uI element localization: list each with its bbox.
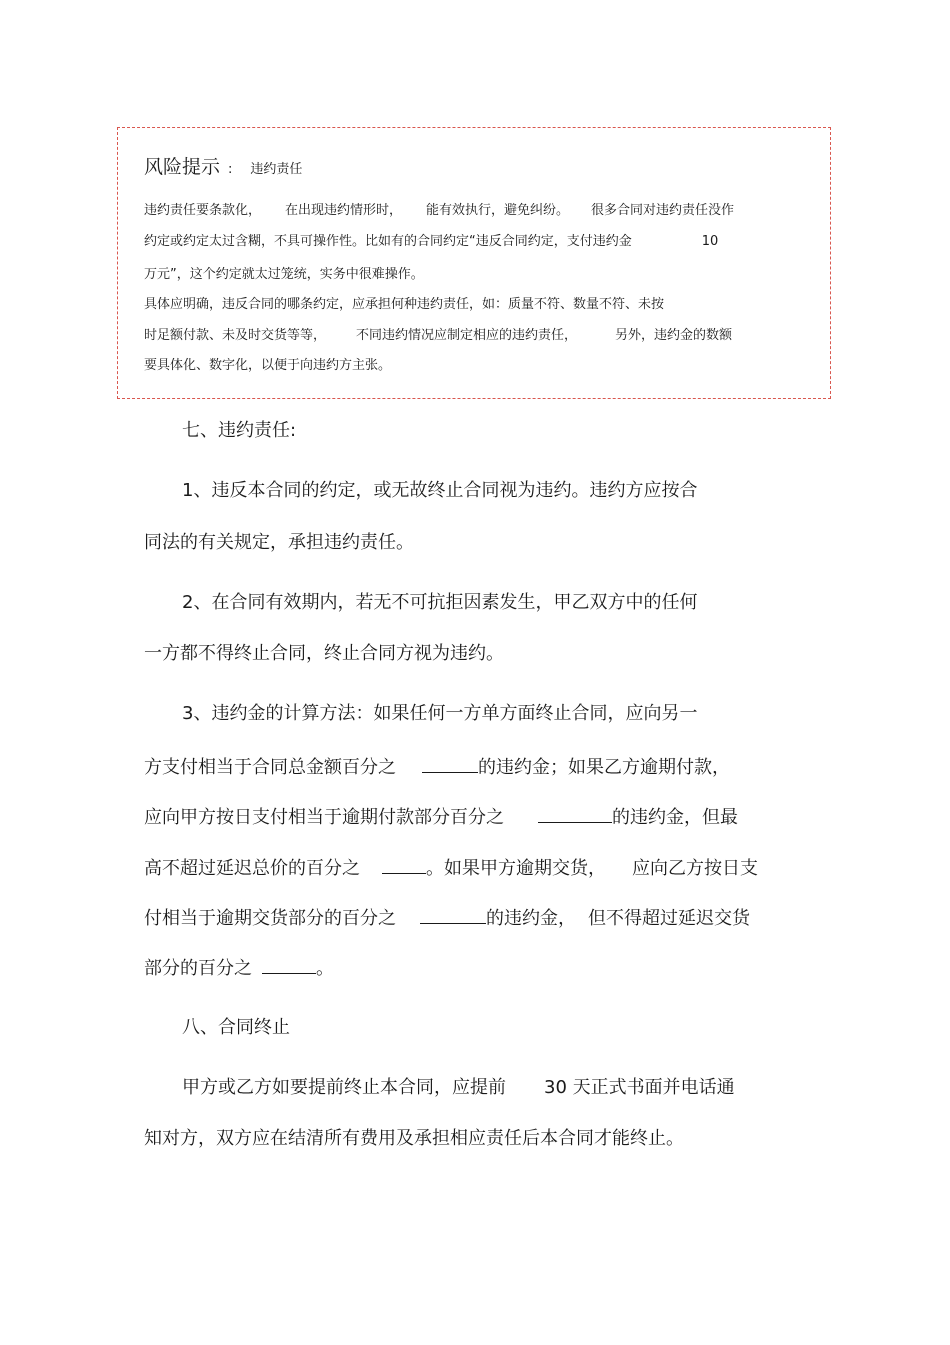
clause-7-3-line-3 (144, 804, 738, 829)
risk-text-segment: 时足额付款、未及时交货等等， (144, 328, 327, 343)
risk-notice-line (144, 203, 734, 219)
blank-field (422, 754, 478, 773)
risk-notice-line (144, 328, 732, 344)
risk-notice-heading: 风险提示 (144, 156, 221, 178)
risk-notice-line (144, 234, 718, 250)
risk-text-segment: 约定或约定太过含糊，不具可操作性。比如有的合同约定“违反合同约定，支付违约金 (144, 234, 632, 249)
clause-text: 方支付相当于合同总金额百分之 (144, 757, 396, 778)
risk-text-segment: 10 (701, 234, 719, 249)
blank-field (420, 905, 486, 924)
blank-field (382, 855, 426, 874)
section-7-heading: 七、违约责任: (182, 420, 297, 441)
risk-text-segment: 违约责任要条款化， (144, 203, 262, 218)
clause-7-2-line-2: 一方都不得终止合同，终止合同方视为违约。 (144, 643, 504, 664)
clause-text: 应向甲方按日支付相当于逾期付款部分百分之 (144, 807, 504, 828)
risk-notice-subtitle: 违约责任 (250, 162, 303, 177)
clause-7-3-line-2 (144, 754, 730, 779)
blank-field (262, 955, 316, 974)
clause-7-3-line-1: 3、违约金的计算方法：如果任何一方单方面终止合同，应向另一 (182, 703, 698, 724)
risk-text-segment: 不同违约情况应制定相应的违约责任， (356, 328, 578, 343)
clause-7-1-line-1: 1、违反本合同的约定，或无故终止合同视为违约。违约方应按合 (182, 480, 698, 501)
risk-text-segment: 在出现违约情形时， (285, 203, 403, 218)
clause-7-3-line-4 (144, 855, 758, 880)
clause-text: 付相当于逾期交货部分的百分之 (144, 908, 396, 929)
clause-text: 。 (316, 958, 334, 979)
clause-7-3-line-6 (144, 955, 334, 980)
clause-text: 30 天正式书面并电话通 (544, 1077, 735, 1098)
risk-text-segment: 能有效执行，避免纠纷。 (426, 203, 570, 218)
clause-text: 的违约金，但最 (612, 807, 738, 828)
clause-text: 的违约金， (486, 908, 576, 929)
risk-text-segment: 很多合同对违约责任没作 (591, 203, 735, 218)
risk-notice-separator: : (228, 162, 233, 177)
risk-text-segment: 万元”，这个约定就太过笼统，实务中很难操作。 (144, 267, 424, 282)
blank-field (538, 804, 612, 823)
clause-text: 甲方或乙方如要提前终止本合同，应提前 (182, 1077, 506, 1098)
section-8-line-2: 知对方，双方应在结清所有费用及承担相应责任后本合同才能终止。 (144, 1128, 684, 1149)
risk-notice-line (144, 358, 391, 374)
section-8-heading: 八、合同终止 (182, 1017, 290, 1038)
risk-text-segment: 另外，违约金的数额 (615, 328, 733, 343)
clause-text: 高不超过延迟总价的百分之 (144, 858, 360, 879)
risk-text-segment: 要具体化、数字化，以便于向违约方主张。 (144, 358, 392, 373)
risk-text-segment: 具体应明确，违反合同的哪条约定，应承担何种违约责任，如：质量不符、数量不符、未按 (144, 297, 665, 312)
clause-7-3-line-5 (144, 905, 750, 930)
section-8-line-1 (182, 1077, 735, 1099)
clause-text: 的违约金；如果乙方逾期付款， (478, 757, 730, 778)
clause-text: 部分的百分之 (144, 958, 252, 979)
clause-text: 。如果甲方逾期交货， (426, 858, 606, 879)
risk-notice-title (144, 152, 302, 179)
clause-7-2-line-1: 2、在合同有效期内，若无不可抗拒因素发生，甲乙双方中的任何 (182, 592, 698, 613)
clause-text: 但不得超过延迟交货 (588, 908, 750, 929)
risk-notice-line (144, 267, 424, 283)
clause-text: 应向乙方按日支 (632, 858, 758, 879)
risk-notice-line (144, 297, 664, 313)
clause-7-1-line-2: 同法的有关规定，承担违约责任。 (144, 532, 414, 553)
